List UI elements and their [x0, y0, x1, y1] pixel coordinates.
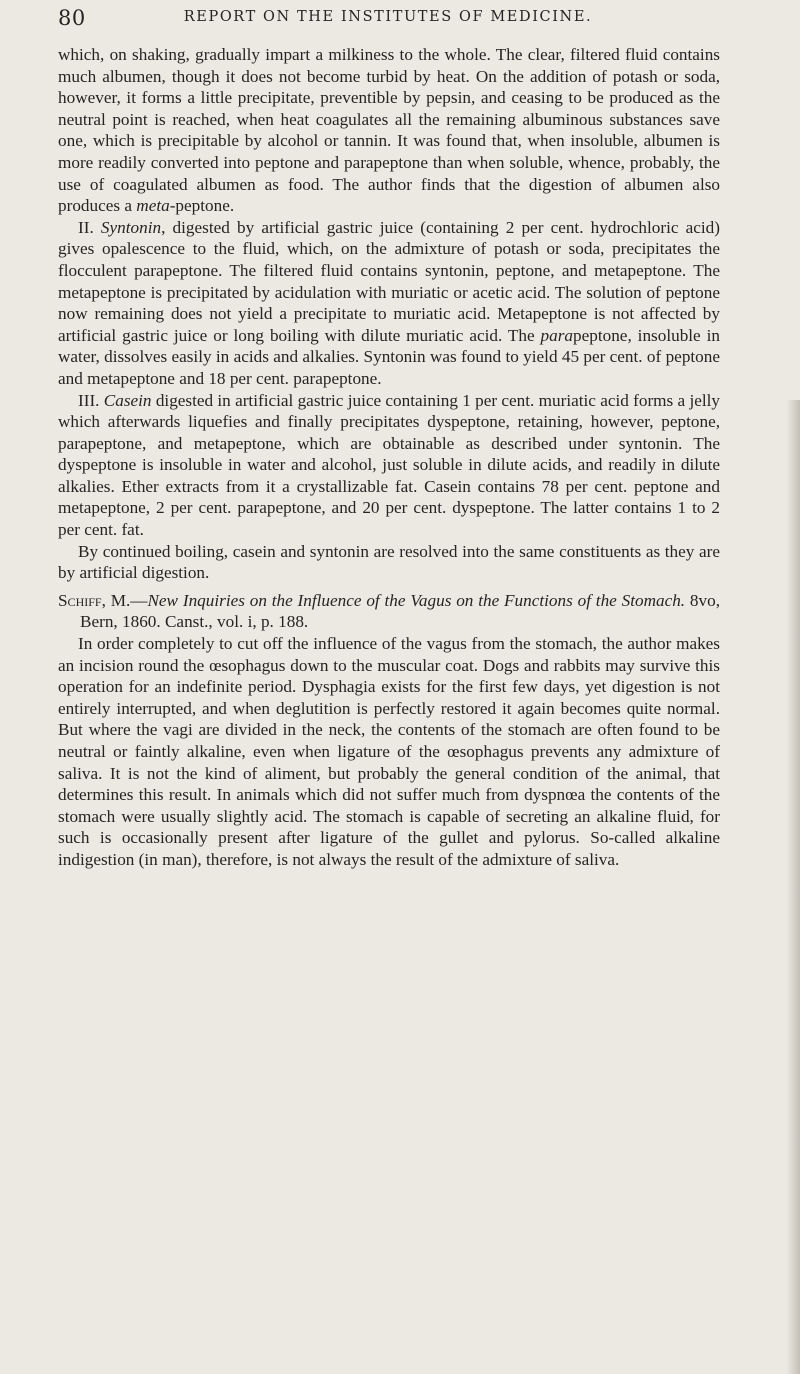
section-numeral: II. — [78, 217, 101, 237]
page-number: 80 — [58, 6, 86, 30]
reference-title: New Inquiries on the Influence of the Vagus on the Functions of the Stomach. — [147, 590, 686, 610]
italic-term: Casein — [103, 390, 152, 410]
bibliographic-reference — [58, 590, 720, 633]
text-run: peptone, insoluble in water, dissolves easily in acids and alkalies. Syntonin was found to yield 45 per cent. of peptone and metapeptone and 18 per cent. parapeptone. — [58, 325, 720, 388]
paragraph-syntonin — [58, 217, 720, 390]
paragraph-continuation — [58, 44, 720, 217]
italic-term: Syntonin — [100, 217, 162, 237]
text-run: , digested by artificial gastric juice (containing 2 per cent. hydrochloric acid) gives opalescence to the fluid, which, on the admixture of potash or soda, precipitates the flocculent parapeptone. The filtered fluid contains syntonin, peptone, and metapeptone. The metapeptone is precipitated by acidulation with muriatic or acetic acid. The solution of peptone now remaining does not yield a precipitate to muriatic acid. Metapeptone is not affected by artificial gastric juice or long boiling with dilute muriatic acid. The — [58, 217, 721, 345]
reference-details: 8vo, Bern, 1860. Canst., vol. i, p. 188. — [80, 590, 721, 632]
text-run: -peptone. — [169, 196, 235, 216]
text-run: which, on shaking, gradually impart a milkiness to the whole. The clear, filtered fluid contains much albumen, though it does not become turbid by heat. On the addition of potash or soda, however, it forms a little precipitate, preventible by pepsin, and ceasing to be produced as the neutral point is reached, when heat coagulates all the remaining albuminous substances save one, which is precipitable by alcohol or tannin. It was found that, when insoluble, albumen is more readily converted into peptone and parapeptone than when soluble, whence, probably, the use of coagulated albumen as food. The author finds that the digestion of albumen also produces a — [58, 45, 720, 216]
page-edge-shadow — [786, 400, 800, 1374]
running-head: REPORT ON THE INSTITUTES OF MEDICINE. — [183, 9, 593, 25]
italic-prefix: meta — [136, 196, 170, 216]
reference-author: Schiff, M. — [58, 590, 131, 610]
paragraph-casein — [58, 390, 720, 541]
text-run: digested in artificial gastric juice containing 1 per cent. muriatic acid forms a jelly which afterwards liquefies and finally precipitates dyspeptone, retaining, however, peptone, parapeptone, and metapeptone, which are obtainable as described under syntonin. The dyspeptone is insoluble in water and alcohol, just soluble in dilute acids, and readily in dilute alkalies. Ether extracts from it a crystallizable fat. Casein contains 78 per cent. peptone and metapeptone, 2 per cent. parapeptone, and 20 per cent. dyspeptone. The latter contains 1 to 2 per cent. fat. — [58, 390, 721, 540]
reference-dash: — — [130, 590, 148, 610]
paragraph-vagus: In order completely to cut off the influence of the vagus from the stomach, the author makes an incision round the œsophagus down to the muscular coat. Dogs and rabbits may survive this operation for an indefinite period. Dysphagia exists for the first few days, yet digestion is not entirely interrupted, and when deglutition is perfectly restored it again becomes quite normal. But where the vagi are divided in the neck, the contents of the stomach are often found to be neutral or faintly alkaline, even when ligature of the œsophagus prevents any admixture of saliva. It is not the kind of aliment, but probably the general condition of the animal, that determines this result. In animals which did not suffer much from dyspnœa the contents of the stomach were usually slightly acid. The stomach is capable of secreting an alkaline fluid, for such is occasionally present after ligature of the gullet and pylorus. So-called alkaline indigestion (in man), therefore, is not always the result of the admixture of saliva. — [58, 634, 720, 869]
body-text — [58, 44, 720, 871]
section-numeral: III. — [78, 390, 104, 410]
paragraph-boiling: By continued boiling, casein and syntonin are resolved into the same constituents as they are by artificial digestion. — [58, 541, 720, 583]
italic-prefix: para — [540, 325, 574, 345]
page-header — [58, 6, 718, 30]
